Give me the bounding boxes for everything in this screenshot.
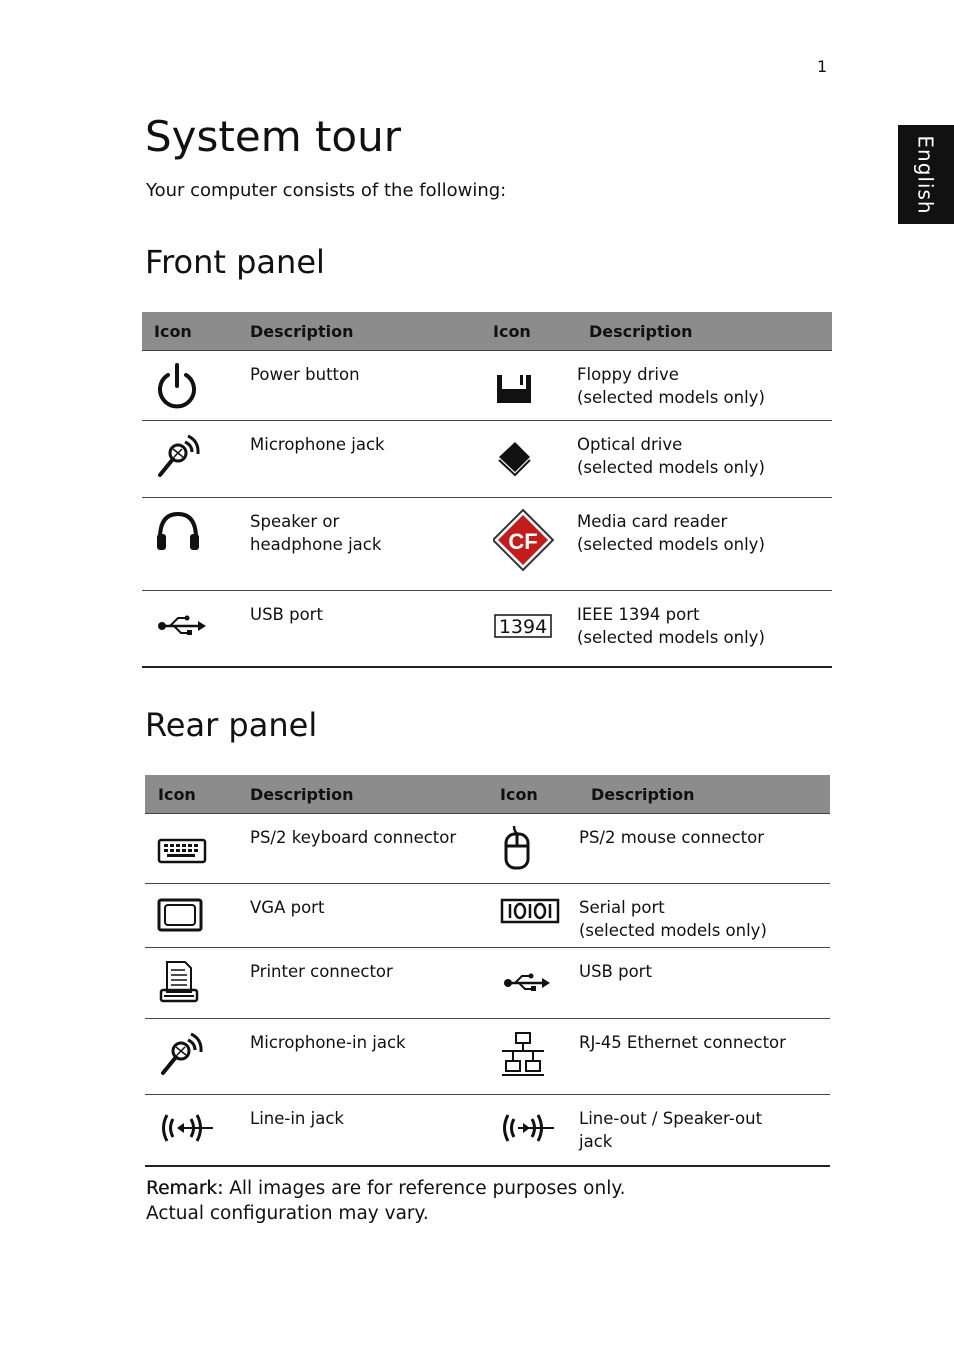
header-icon: Icon bbox=[142, 312, 238, 351]
header-icon: Icon bbox=[481, 312, 577, 351]
remark bbox=[146, 1176, 626, 1226]
usb-icon bbox=[154, 599, 210, 651]
cf-logo-text: CF bbox=[508, 529, 538, 554]
front-panel-table bbox=[142, 312, 832, 668]
description bbox=[238, 814, 488, 884]
front-panel-heading: Front panel bbox=[145, 243, 325, 281]
description-text: Media card reader (selected models only) bbox=[577, 512, 765, 554]
table-header-row bbox=[145, 775, 830, 814]
ieee-1394-icon bbox=[493, 599, 559, 651]
description bbox=[577, 351, 832, 421]
table-header-row bbox=[142, 312, 832, 351]
table-row bbox=[145, 814, 830, 884]
description bbox=[579, 948, 830, 1019]
description-text: Microphone jack bbox=[250, 435, 385, 454]
description bbox=[577, 591, 832, 667]
description-text: Line-out / Speaker-out jack bbox=[579, 1109, 763, 1151]
description bbox=[579, 1019, 830, 1095]
rear-panel-table bbox=[145, 775, 830, 1167]
description-text: PS/2 mouse connector bbox=[579, 828, 764, 847]
printer-icon bbox=[157, 956, 209, 1008]
media-card-reader-icon bbox=[493, 506, 559, 576]
description bbox=[238, 421, 481, 498]
description bbox=[579, 814, 830, 884]
rear-panel-heading: Rear panel bbox=[145, 706, 318, 744]
table-row bbox=[142, 351, 832, 421]
description-text: Microphone-in jack bbox=[250, 1033, 406, 1052]
remark-line-2: Actual configuration may vary. bbox=[146, 1203, 429, 1224]
description-text: Line-in jack bbox=[250, 1109, 344, 1128]
language-tab-label: English bbox=[914, 134, 938, 215]
description-text: VGA port bbox=[250, 898, 325, 917]
vga-icon bbox=[157, 892, 209, 938]
header-description: Description bbox=[579, 775, 830, 814]
table-row bbox=[145, 948, 830, 1019]
description-text: Floppy drive (selected models only) bbox=[577, 365, 765, 407]
intro-text: Your computer consists of the following: bbox=[146, 180, 507, 201]
description-text: USB port bbox=[250, 605, 323, 624]
description bbox=[577, 498, 832, 591]
header-description: Description bbox=[577, 312, 832, 351]
description bbox=[577, 421, 832, 498]
power-icon bbox=[154, 359, 200, 411]
language-tab bbox=[898, 125, 954, 224]
floppy-drive-icon bbox=[493, 359, 539, 411]
description-text: RJ-45 Ethernet connector bbox=[579, 1033, 786, 1052]
microphone-icon bbox=[154, 429, 206, 481]
description-text: Power button bbox=[250, 365, 360, 384]
line-out-icon bbox=[500, 1103, 562, 1153]
description-text: Optical drive (selected models only) bbox=[577, 435, 765, 477]
description-text: IEEE 1394 port (selected models only) bbox=[577, 605, 765, 647]
description-text: Printer connector bbox=[250, 962, 393, 981]
description bbox=[238, 351, 481, 421]
description bbox=[238, 884, 488, 948]
header-description: Description bbox=[238, 775, 488, 814]
description bbox=[238, 1095, 488, 1166]
table-row bbox=[145, 1019, 830, 1095]
keyboard-icon bbox=[157, 822, 209, 874]
description bbox=[238, 498, 481, 591]
table-row bbox=[145, 884, 830, 948]
description-text: Speaker or headphone jack bbox=[250, 512, 382, 554]
table-row bbox=[142, 591, 832, 667]
ethernet-icon bbox=[500, 1027, 552, 1083]
page-number: 1 bbox=[817, 57, 828, 76]
serial-port-icon bbox=[500, 892, 562, 938]
table-row bbox=[145, 1095, 830, 1166]
header-icon: Icon bbox=[488, 775, 579, 814]
mouse-icon bbox=[500, 822, 546, 874]
usb-icon bbox=[500, 956, 556, 1008]
table-row bbox=[142, 421, 832, 498]
table-row bbox=[142, 498, 832, 591]
microphone-in-icon bbox=[157, 1027, 209, 1079]
description bbox=[579, 1095, 830, 1166]
optical-drive-icon bbox=[493, 429, 539, 481]
remark-text: All images are for reference purposes only. bbox=[223, 1178, 626, 1199]
description bbox=[238, 948, 488, 1019]
description-text: Serial port (selected models only) bbox=[579, 898, 767, 940]
description-text: USB port bbox=[579, 962, 652, 981]
line-in-icon bbox=[157, 1103, 215, 1153]
page-title: System tour bbox=[145, 112, 402, 161]
remark-label: Remark: bbox=[146, 1178, 224, 1199]
description bbox=[238, 1019, 488, 1095]
description-text: PS/2 keyboard connector bbox=[250, 828, 457, 847]
headphone-icon bbox=[154, 506, 204, 558]
header-description: Description bbox=[238, 312, 481, 351]
ieee-1394-label: 1394 bbox=[498, 616, 548, 638]
description bbox=[579, 884, 830, 948]
description bbox=[238, 591, 481, 667]
header-icon: Icon bbox=[145, 775, 238, 814]
